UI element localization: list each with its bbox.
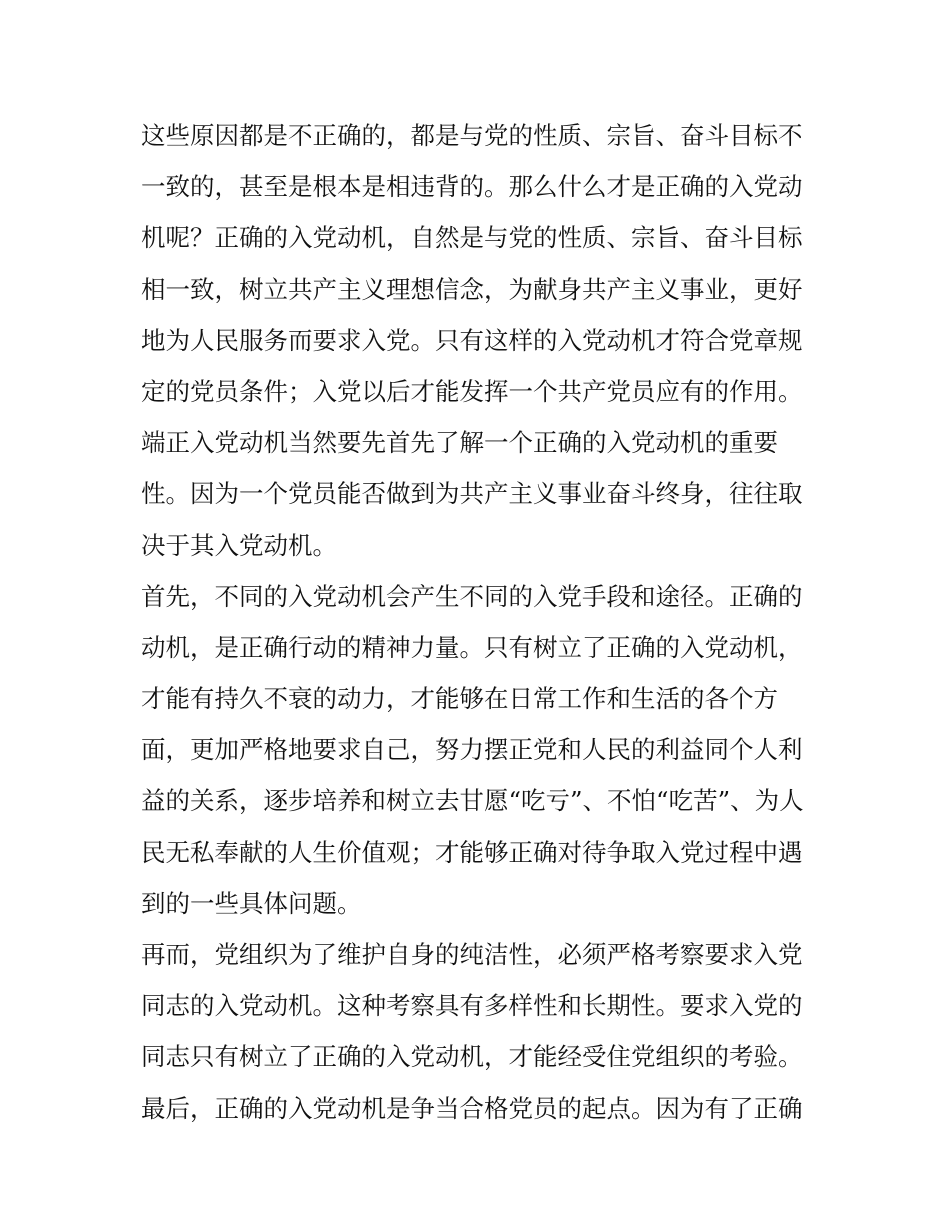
text-line: 再而，党组织为了维护自身的纯洁性，必须严格考察要求入党 bbox=[141, 940, 803, 969]
text-line: 到的一些具体问题。 bbox=[141, 888, 362, 918]
text-line: 端正入党动机当然要先首先了解一个正确的入党动机的重要 bbox=[141, 428, 778, 458]
text-line: 益的关系，逐步培养和树立去甘愿“吃亏”、不怕“吃苦”、为人 bbox=[141, 786, 804, 816]
text-line: 机呢？正确的入党动机，自然是与党的性质、宗旨、奋斗目标 bbox=[141, 223, 803, 253]
text-line: 首先，不同的入党动机会产生不同的入党手段和途径。正确的 bbox=[141, 581, 803, 611]
text-line: 最后，正确的入党动机是争当合格党员的起点。因为有了正确 bbox=[141, 1093, 803, 1123]
text-line: 定的党员条件；入党以后才能发挥一个共产党员应有的作用。 bbox=[141, 376, 803, 406]
text-line: 一致的，甚至是根本是相违背的。那么什么才是正确的入党动 bbox=[141, 172, 803, 202]
text-line: 性。因为一个党员能否做到为共产主义事业奋斗终身，往往取 bbox=[141, 479, 803, 509]
body-text bbox=[141, 110, 821, 1134]
text-line: 民无私奉献的人生价值观；才能够正确对待争取入党过程中遇 bbox=[141, 837, 803, 867]
text-line: 面，更加严格地要求自己，努力摆正党和人民的利益同个人利 bbox=[141, 735, 803, 765]
text-line: 相一致，树立共产主义理想信念，为献身共产主义事业，更好 bbox=[141, 274, 803, 304]
text-line: 动机，是正确行动的精神力量。只有树立了正确的入党动机， bbox=[141, 632, 803, 662]
text-line: 地为人民服务而要求入党。只有这样的入党动机才符合党章规 bbox=[141, 325, 803, 355]
text-line: 才能有持久不衰的动力，才能够在日常工作和生活的各个方 bbox=[141, 684, 778, 714]
text-line: 同志只有树立了正确的入党动机，才能经受住党组织的考验。 bbox=[141, 1042, 803, 1072]
text-line: 同志的入党动机。这种考察具有多样性和长期性。要求入党的 bbox=[141, 991, 803, 1021]
text-line: 这些原因都是不正确的，都是与党的性质、宗旨、奋斗目标不 bbox=[141, 121, 803, 150]
text-line: 决于其入党动机。 bbox=[141, 530, 337, 560]
